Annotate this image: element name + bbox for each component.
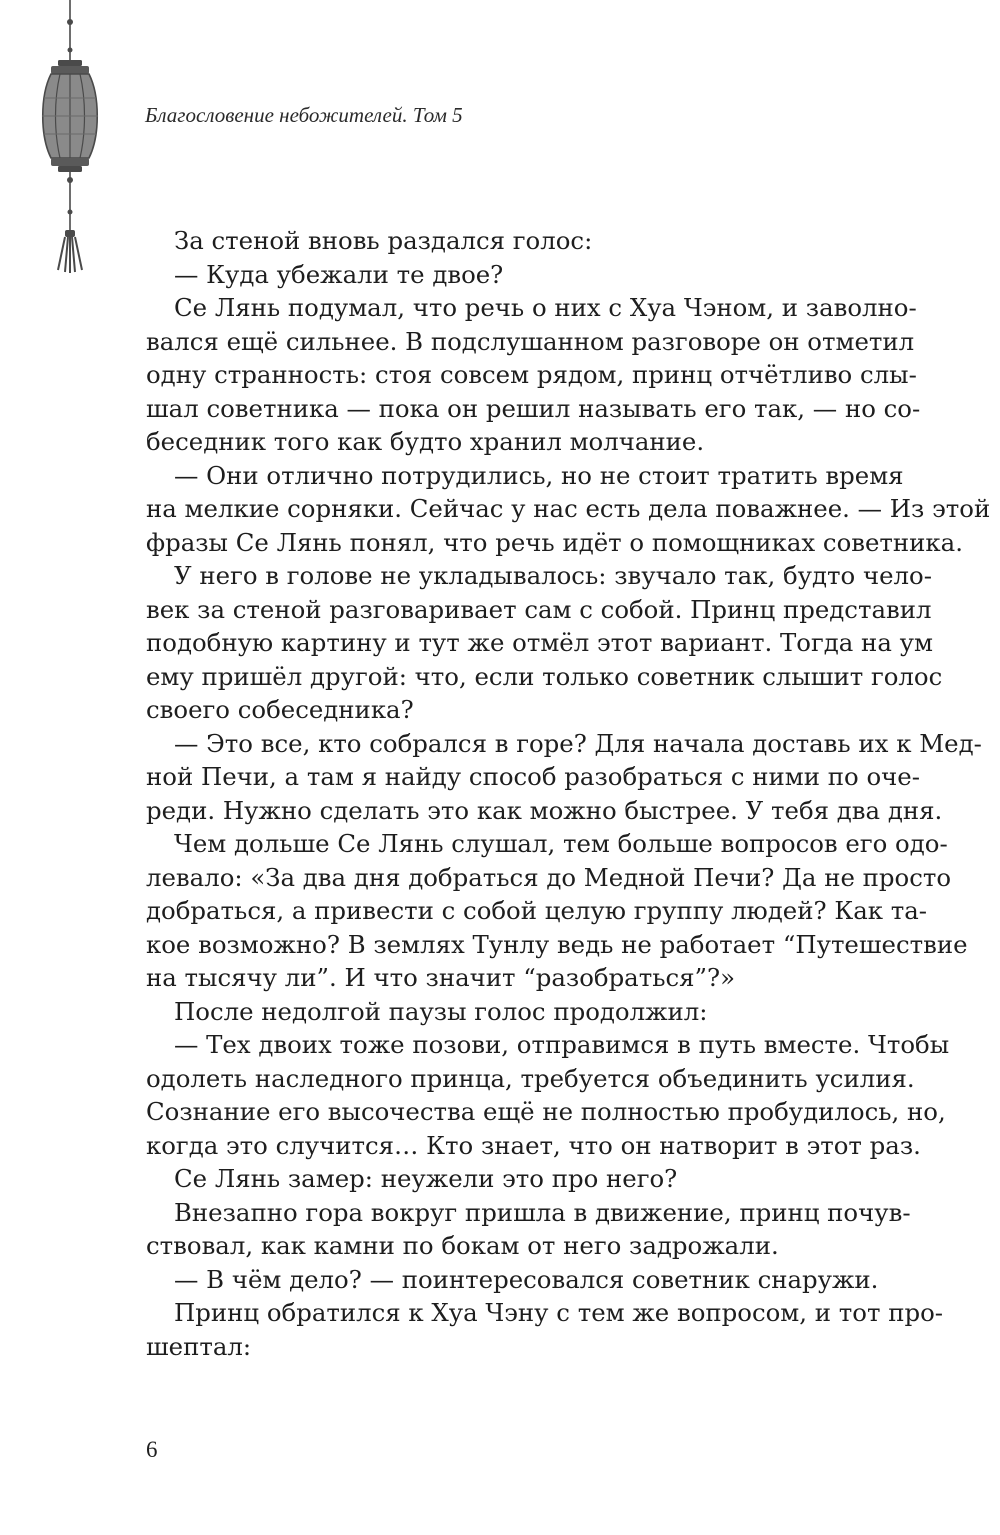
text-line: — Они отлично потрудились, но не стоит тратить время: [174, 460, 904, 490]
text-line: У него в голове не укладывалось: звучало так, будто чело-: [174, 561, 932, 590]
text-line: шептал:: [146, 1331, 252, 1361]
text-line: ствовал, как камни по бокам от него задрожали.: [146, 1231, 779, 1260]
text-line: Сознание его высочества ещё не полностью пробудилось, но,: [146, 1097, 946, 1126]
text-line: — Куда убежали те двое?: [174, 259, 504, 289]
text-line: ной Печи, а там я найду способ разобраться с ними по оче-: [146, 762, 920, 791]
text-line: Се Лянь замер: неужели это про него?: [174, 1164, 678, 1193]
text-line: После недолгой паузы голос продолжил:: [174, 996, 708, 1026]
text-line: одну странность: стоя совсем рядом, принц отчётливо слы-: [146, 360, 917, 389]
text-line: Чем дольше Се Лянь слушал, тем больше вопросов его одо-: [174, 829, 948, 858]
text-line: на тысячу ли”. И что значит “разобраться”?»: [146, 963, 736, 992]
text-line: своего собеседника?: [146, 695, 414, 724]
text-line: кое возможно? В землях Тунлу ведь не работает “Путешествие: [146, 929, 968, 959]
text-line: левало: «За два дня добраться до Медной Печи? Да не просто: [146, 862, 952, 892]
text-line: вался ещё сильнее. В подслушанном разговоре он отметил: [146, 326, 915, 356]
text-line: добраться, а привести с собой целую группу людей? Как та-: [146, 896, 928, 925]
text-line: век за стеной разговаривает сам с собой. Принц представил: [146, 594, 932, 624]
text-line: фразы Се Лянь понял, что речь идёт о помощниках советника.: [146, 527, 963, 557]
text-line: шал советника — пока он решил называть его так, — но со-: [146, 393, 921, 423]
lantern-ornament-icon: [34, 0, 106, 280]
text-line: За стеной вновь раздался голос:: [174, 226, 593, 255]
text-line: Внезапно гора вокруг пришла в движение, принц почув-: [174, 1197, 911, 1227]
text-line: — Тех двоих тоже позови, отправимся в путь вместе. Чтобы: [174, 1030, 950, 1059]
text-line: реди. Нужно сделать это как можно быстрее. У тебя два дня.: [146, 795, 943, 825]
text-line: беседник того как будто хранил молчание.: [146, 427, 705, 456]
text-line: — В чём дело? — поинтересовался советник снаружи.: [174, 1264, 879, 1294]
text-line: подобную картину и тут же отмёл этот вариант. Тогда на ум: [146, 628, 933, 657]
running-head: Благословение небожителей. Том 5: [145, 103, 463, 127]
text-line: на мелкие сорняки. Сейчас у нас есть дела поважнее. — Из этой: [146, 494, 991, 523]
text-line: Принц обратился к Хуа Чэну с тем же вопросом, и тот про-: [174, 1298, 943, 1327]
page-number: 6: [146, 1437, 158, 1462]
body-text: [146, 224, 991, 1363]
text-line: ему пришёл другой: что, если только советник слышит голос: [146, 661, 943, 691]
text-line: когда это случится… Кто знает, что он натворит в этот раз.: [146, 1130, 921, 1160]
text-line: Се Лянь подумал, что речь о них с Хуа Чэном, и заволно-: [174, 293, 917, 322]
text-line: — Это все, кто собрался в горе? Для начала доставь их к Мед-: [174, 728, 982, 758]
text-line: одолеть наследного принца, требуется объединить усилия.: [146, 1063, 915, 1093]
